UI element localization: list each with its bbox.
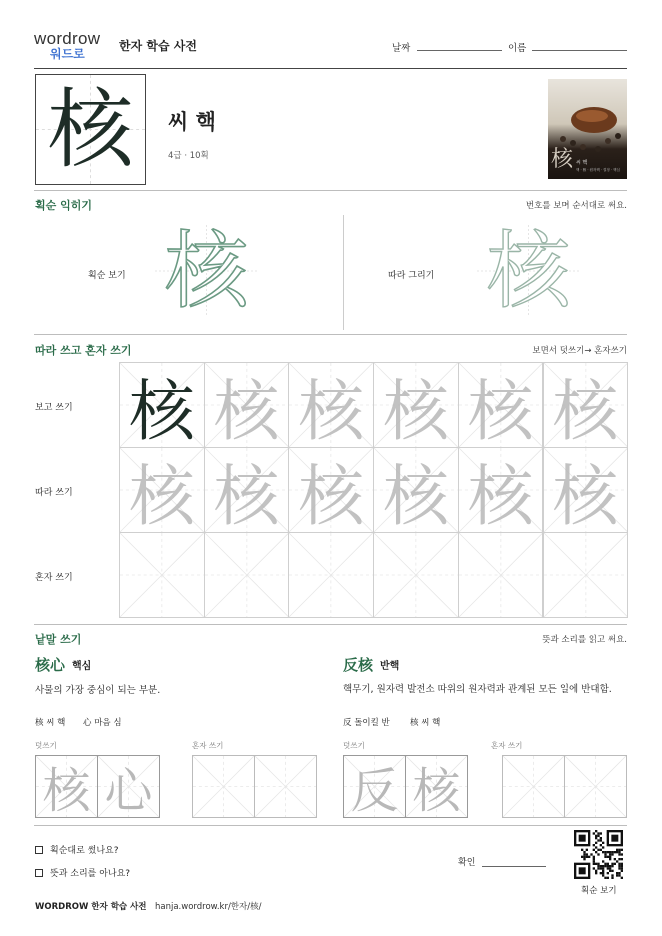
practice-empty-cell[interactable] bbox=[288, 532, 374, 618]
stroke-trace-label: 따라 그리기 bbox=[388, 271, 435, 281]
header-title: 한자 학습 사전 bbox=[119, 39, 197, 53]
thumb-line2: 핵 · 核 · 원자핵 · 결정 · 핵심 bbox=[576, 168, 620, 172]
practice-title: 따라 쓰고 혼자 쓰기 bbox=[35, 344, 132, 357]
word1-definition: 사물의 가장 중심이 되는 부분. bbox=[35, 685, 161, 696]
word-trace-char: 核 bbox=[412, 763, 461, 818]
trace-char: 核 bbox=[467, 457, 534, 533]
model-char: 核 bbox=[128, 372, 195, 448]
logo-bottom: 워드로 bbox=[50, 47, 85, 61]
checkbox-1[interactable] bbox=[35, 846, 43, 854]
practice-empty-cell[interactable] bbox=[119, 532, 205, 618]
word-trace-char: 核 bbox=[42, 763, 91, 818]
stroke-note: 번호를 보며 순서대로 써요. bbox=[525, 201, 627, 211]
hero-meaning: 씨 핵 bbox=[168, 110, 216, 134]
header-divider bbox=[34, 68, 627, 69]
word-alone-box[interactable] bbox=[254, 755, 317, 818]
practice-empty-cell[interactable] bbox=[204, 532, 290, 618]
word-trace-box[interactable] bbox=[35, 755, 98, 818]
stroke-view-label: 획순 보기 bbox=[88, 271, 126, 281]
practice-cell[interactable] bbox=[458, 447, 544, 533]
logo-top: wordrow bbox=[34, 29, 101, 48]
qr-pattern bbox=[574, 830, 623, 879]
hero-char-box bbox=[35, 74, 146, 185]
practice-empty-cell[interactable] bbox=[458, 532, 544, 618]
practice-empty-cell[interactable] bbox=[373, 532, 459, 618]
practice-cell[interactable] bbox=[458, 362, 544, 448]
check2-label: 뜻과 소리를 아나요? bbox=[50, 869, 131, 879]
trace-char: 核 bbox=[298, 372, 365, 448]
stroke-separator bbox=[343, 215, 344, 330]
word-trace-char: 心 bbox=[104, 763, 153, 818]
word-alone-box[interactable] bbox=[564, 755, 627, 818]
stroke-view-char: 核 bbox=[164, 222, 249, 320]
word-alone-box[interactable] bbox=[192, 755, 255, 818]
practice-row1-label: 보고 쓰기 bbox=[35, 403, 73, 413]
qr-label: 획순 보기 bbox=[581, 886, 617, 896]
trace-char: 核 bbox=[298, 457, 365, 533]
checkbox-2[interactable] bbox=[35, 869, 43, 877]
trace-char: 核 bbox=[213, 372, 280, 448]
word2-gloss1: 反 돌이킬 반 bbox=[343, 718, 390, 728]
word-trace-char: 反 bbox=[350, 763, 399, 818]
trace-char: 核 bbox=[467, 372, 534, 448]
divider-1 bbox=[34, 190, 627, 191]
check-item-2[interactable] bbox=[35, 866, 130, 879]
words-note: 뜻과 소리를 읽고 써요. bbox=[542, 635, 627, 645]
thumb-line1: 씨 핵 bbox=[576, 160, 588, 166]
word-trace-box[interactable] bbox=[405, 755, 468, 818]
hero-meta: 4급 · 10획 bbox=[168, 151, 209, 161]
date-label: 날짜 bbox=[392, 43, 411, 54]
divider-4 bbox=[34, 825, 627, 826]
word-trace-box[interactable] bbox=[343, 755, 406, 818]
check-item-1[interactable] bbox=[35, 843, 119, 856]
practice-empty-cell[interactable] bbox=[543, 532, 629, 618]
stroke-trace-figure[interactable] bbox=[477, 222, 580, 320]
word1-trace-label: 덧쓰기 bbox=[35, 741, 57, 750]
hero-char: 核 bbox=[47, 79, 134, 180]
trace-char: 核 bbox=[128, 457, 195, 533]
word2-alone-label: 혼자 쓰기 bbox=[491, 741, 523, 750]
confirm-label: 확인 bbox=[458, 858, 476, 868]
qr-code[interactable] bbox=[574, 830, 623, 879]
date-field[interactable] bbox=[417, 50, 502, 51]
practice-note: 보면서 덧쓰기→ 혼자쓰기 bbox=[532, 346, 627, 356]
divider-3 bbox=[34, 624, 627, 625]
word-alone-box[interactable] bbox=[502, 755, 565, 818]
trace-char: 核 bbox=[213, 457, 280, 533]
practice-cell[interactable] bbox=[373, 447, 459, 533]
word1-alone-label: 혼자 쓰기 bbox=[192, 741, 224, 750]
practice-cell[interactable] bbox=[204, 362, 290, 448]
name-label: 이름 bbox=[508, 43, 527, 54]
practice-cell[interactable] bbox=[119, 447, 205, 533]
trace-char: 核 bbox=[552, 457, 619, 533]
word-trace-box[interactable] bbox=[97, 755, 160, 818]
divider-2 bbox=[34, 334, 627, 335]
stroke-view-figure bbox=[155, 222, 258, 320]
hero-thumbnail bbox=[548, 79, 627, 179]
thumb-char: 核 bbox=[551, 147, 574, 172]
word1-reading: 핵심 bbox=[72, 661, 92, 672]
word2-trace-label: 덧쓰기 bbox=[343, 741, 365, 750]
trace-char: 核 bbox=[552, 372, 619, 448]
stroke-trace-char: 核 bbox=[486, 222, 571, 320]
footer-url: hanja.wordrow.kr/한자/核/ bbox=[155, 902, 262, 912]
word1-gloss1: 核 씨 핵 bbox=[35, 718, 66, 728]
practice-cell[interactable] bbox=[373, 362, 459, 448]
check1-label: 획순대로 썼나요? bbox=[50, 846, 119, 856]
stroke-title: 획순 익히기 bbox=[35, 199, 92, 212]
word1-gloss2: 心 마음 심 bbox=[83, 718, 122, 728]
words-title: 낱말 쓰기 bbox=[35, 633, 82, 646]
trace-char: 核 bbox=[382, 457, 449, 533]
practice-row2-label: 따라 쓰기 bbox=[35, 488, 73, 498]
word2-definition: 핵무기, 원자력 발전소 따위의 원자력과 관계된 모든 일에 반대함. bbox=[343, 684, 612, 695]
trace-char: 核 bbox=[382, 372, 449, 448]
word2-gloss2: 核 씨 핵 bbox=[410, 718, 441, 728]
practice-cell[interactable] bbox=[543, 362, 629, 448]
word2-hanja: 反核 bbox=[343, 656, 374, 674]
practice-row3-label: 혼자 쓰기 bbox=[35, 573, 73, 583]
logo bbox=[34, 30, 114, 64]
confirm-field[interactable] bbox=[482, 866, 546, 867]
word1-hanja: 核心 bbox=[35, 656, 66, 674]
practice-cell[interactable] bbox=[204, 447, 290, 533]
footer-brand: WORDROW 한자 학습 사전 bbox=[35, 902, 147, 912]
name-field[interactable] bbox=[532, 50, 627, 51]
practice-cell[interactable] bbox=[119, 362, 205, 448]
practice-cell[interactable] bbox=[288, 362, 374, 448]
practice-cell[interactable] bbox=[288, 447, 374, 533]
practice-cell[interactable] bbox=[543, 447, 629, 533]
word2-reading: 반핵 bbox=[380, 661, 400, 672]
